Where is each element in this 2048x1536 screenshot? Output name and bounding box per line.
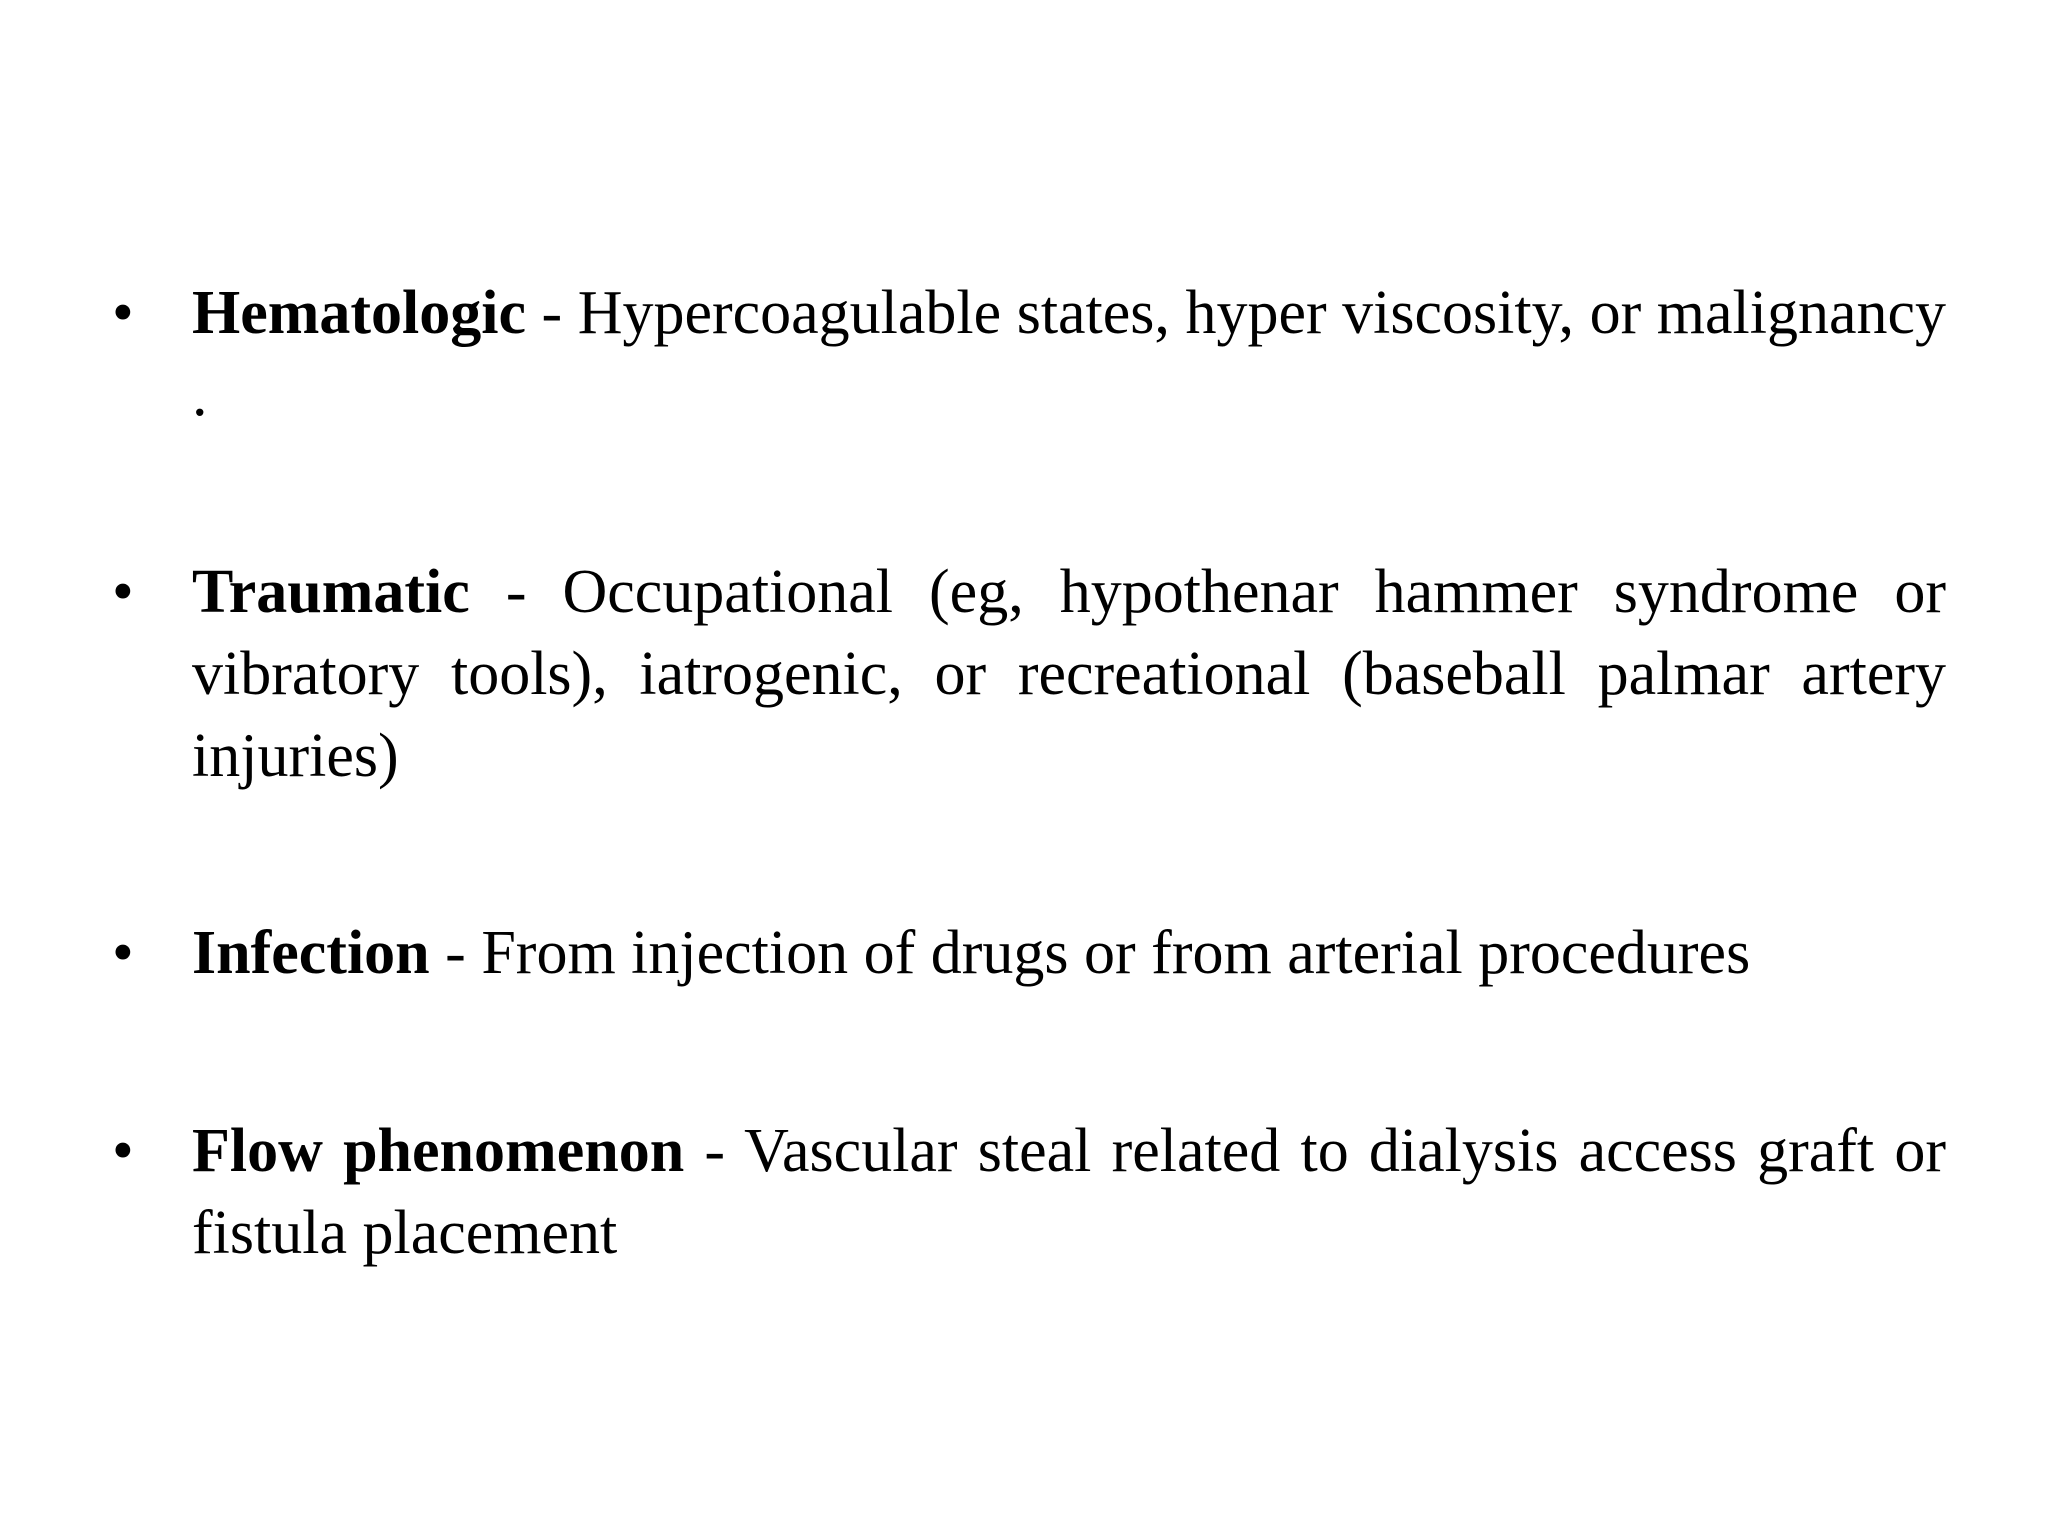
bullet-text [192,1110,1946,1274]
bullet-term: Infection [192,919,430,987]
bullet-term: Hematologic [192,279,527,347]
bullet-text [192,272,1946,436]
bullet-description: Hypercoagulable states, hyper viscosity, or malignancy . [192,279,1946,429]
bullet-separator: - [469,558,563,626]
bullet-text [192,912,1946,994]
bullet-icon: • [112,919,134,987]
bullet-description: Vascular steal related to dialysis access graft or fistula placement [192,1117,1946,1267]
bullet-separator: - [429,919,482,987]
bullet-icon: • [112,279,134,347]
bullet-description: Occupational (eg, hypothenar hammer syndrome or vibratory tools), iatrogenic, or recreational (baseball palmar artery injuries) [192,558,1946,790]
bullet-separator: - [526,279,578,347]
bullet-separator: - [684,1117,745,1185]
bullet-term: Traumatic [192,558,470,626]
bullet-icon: • [112,1117,134,1185]
bullet-text [192,551,1946,797]
bullet-term: Flow phenomenon [192,1117,685,1185]
bullet-description: From injection of drugs or from arterial procedures [481,919,1751,987]
bullet-icon: • [112,558,134,626]
